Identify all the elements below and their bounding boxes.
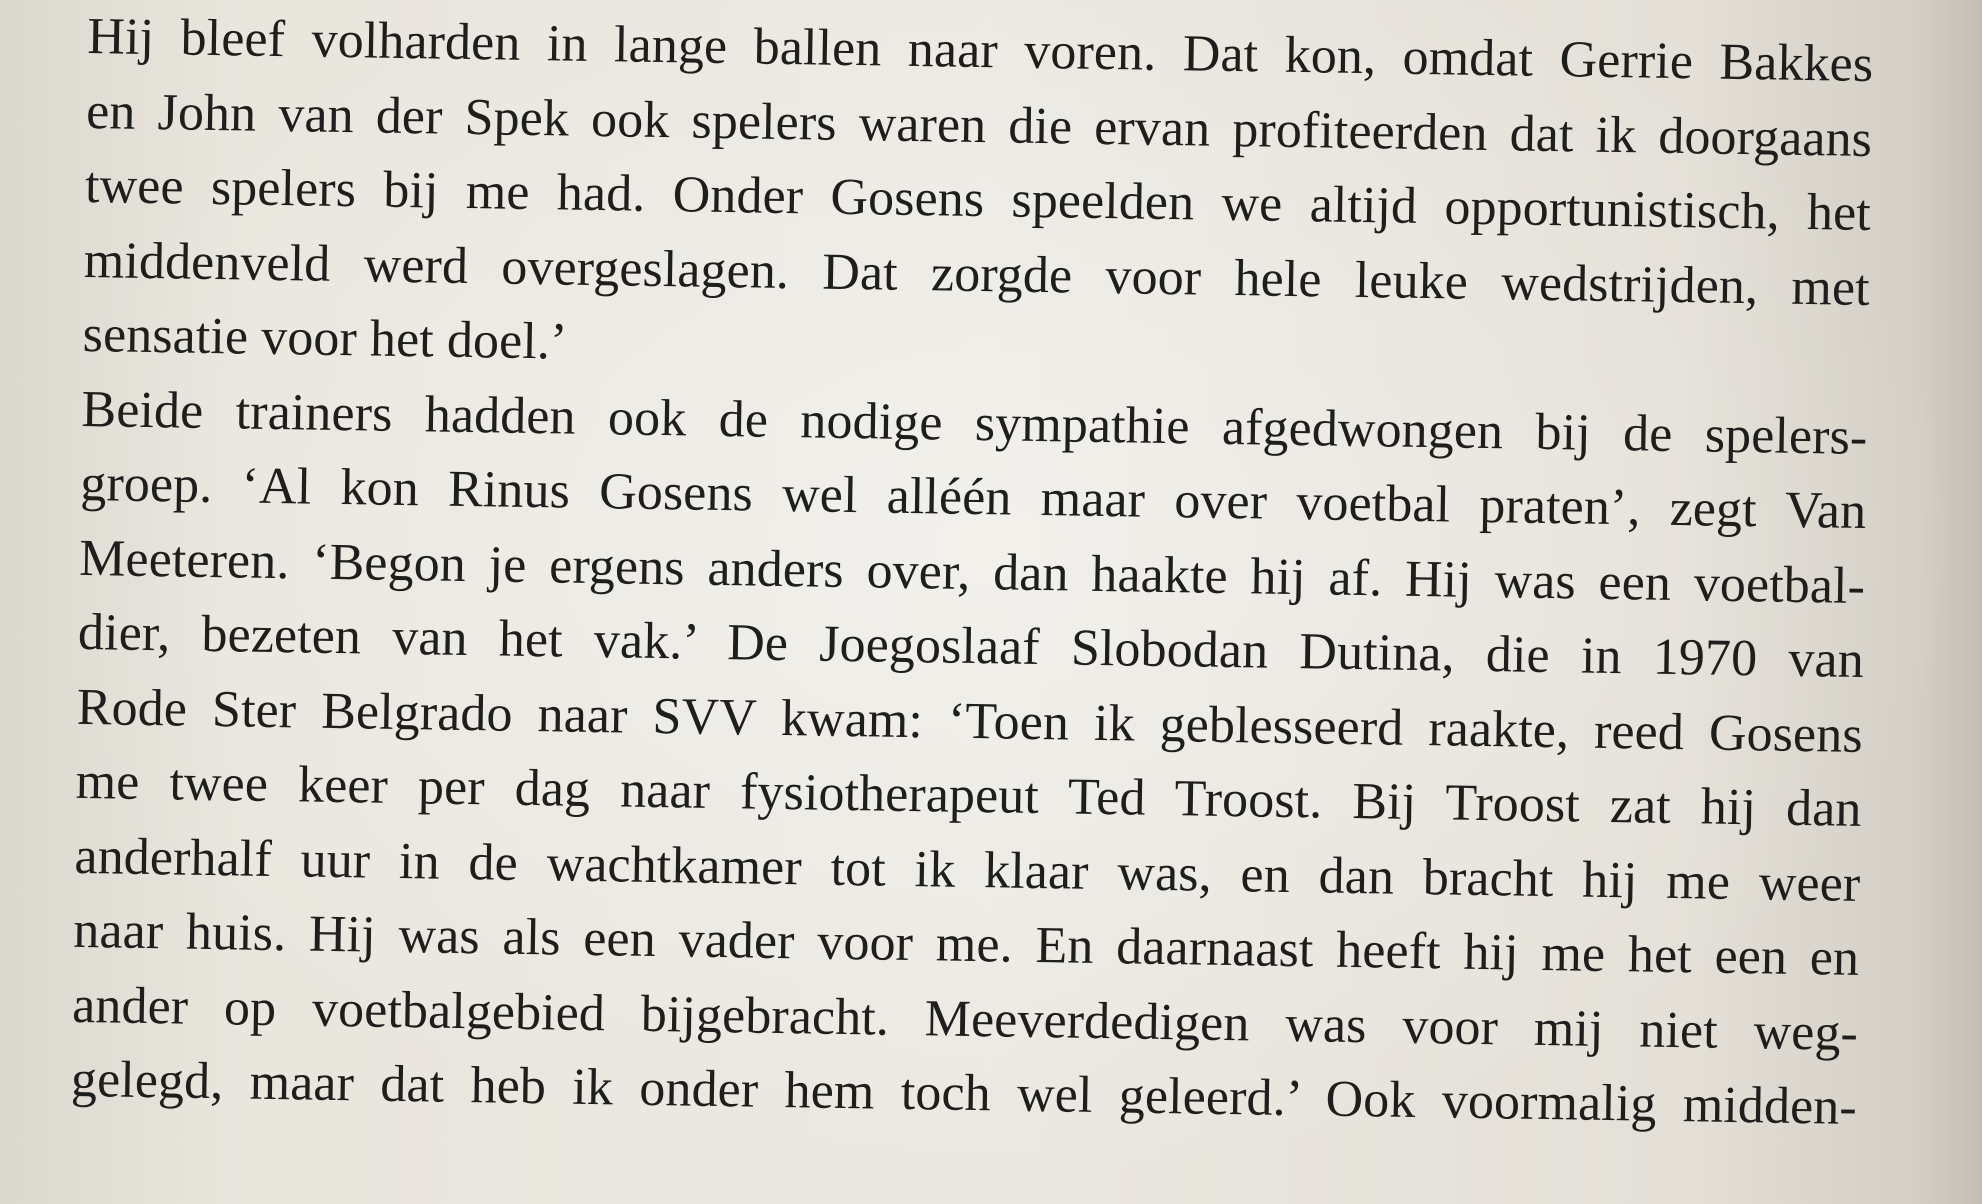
- text-line: anderhalf uur in de wachtkamer tot ik klaar was, en dan bracht hij me weer: [74, 827, 1861, 913]
- text-line: groep. ‘Al kon Rinus Gosens wel alléén maar over voetbal praten’, zegt Van: [79, 454, 1867, 540]
- text-line: middenveld werd overgeslagen. Dat zorgde voor hele leuke wedstrijden, met: [83, 231, 1871, 317]
- text-line: ander op voetbalgebied bijgebracht. Meeverdedigen was voor mij niet weg-: [71, 976, 1859, 1062]
- body-text: [70, 0, 1873, 1145]
- text-line: twee spelers bij me had. Onder Gosens speelden we altijd opportunistisch, het: [84, 156, 1872, 243]
- text-line: gelegd, maar dat heb ik onder hem toch wel geleerd.’ Ook voormalig midden-: [70, 1050, 1858, 1136]
- text-line: Hij bleef volharden in lange ballen naar voren. Dat kon, omdat Gerrie Bakkes: [86, 7, 1874, 94]
- text-line: dier, bezeten van het vak.’ De Joegoslaaf Slobodan Dutina, die in 1970 van: [77, 603, 1865, 689]
- text-line: naar huis. Hij was als een vader voor me. En daarnaast heeft hij me het een en: [72, 901, 1860, 987]
- text-line: Meeteren. ‘Begon je ergens anders over, dan haakte hij af. Hij was een voetbal-: [78, 529, 1866, 615]
- text-line: en John van der Spek ook spelers waren die ervan profiteerden dat ik doorgaans: [85, 82, 1873, 168]
- text-line: sensatie voor het doel.’: [82, 305, 568, 371]
- text-line: Beide trainers hadden ook de nodige sympathie afgedwongen bij de spelers-: [81, 380, 1868, 466]
- text-line: Rode Ster Belgrado naar SVV kwam: ‘Toen ik geblesseerd raakte, reed Gosens: [76, 678, 1864, 764]
- text-line: me twee keer per dag naar fysiotherapeut Ted Troost. Bij Troost zat hij dan: [75, 752, 1862, 838]
